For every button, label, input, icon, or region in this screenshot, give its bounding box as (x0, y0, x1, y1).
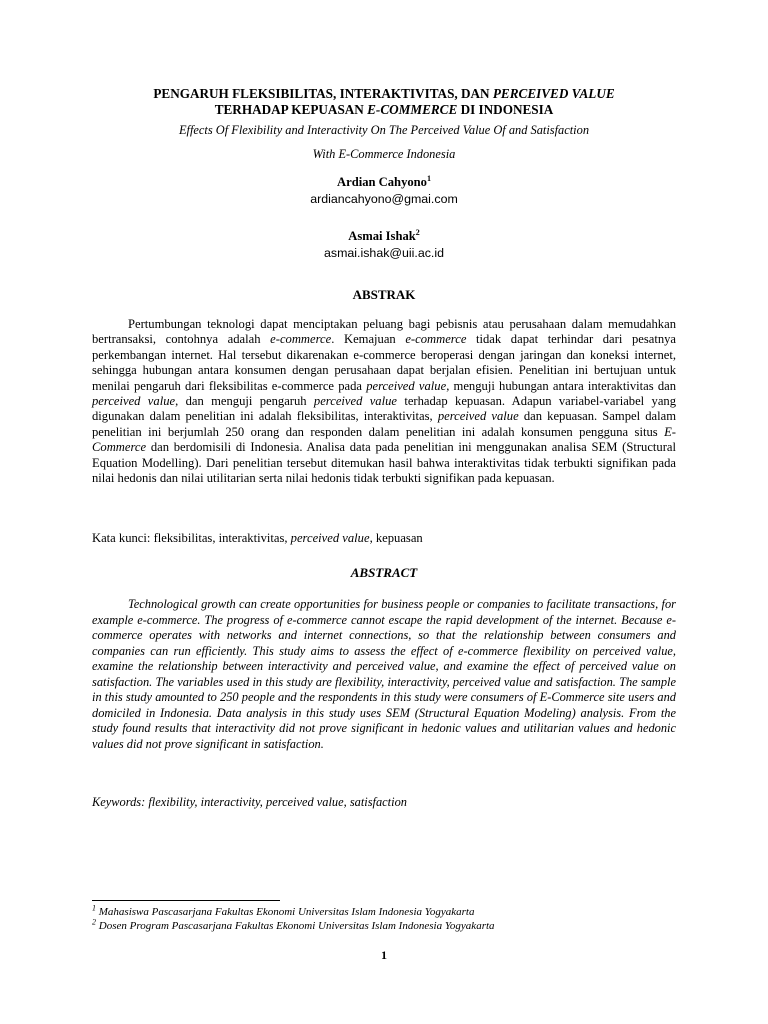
text-run: dan kepuasan. Sampel dalam penelitian ini berjumlah 250 orang dan responden dalam penelitian ini adalah konsumen pengguna situs (92, 409, 676, 439)
author-2 (92, 228, 676, 261)
title-text: DI INDONESIA (457, 102, 554, 117)
author-email: asmai.ishak@uii.ac.id (323, 246, 444, 260)
paper-page (92, 0, 676, 1024)
english-title-line-1: Effects Of Flexibility and Interactivity On The Perceived Value Of and Satisfaction (178, 123, 590, 137)
title-text: PENGARUH FLEKSIBILITAS, INTERAKTIVITAS, DAN (153, 86, 493, 101)
footnote-text: Dosen Program Pascasarjana Fakultas Ekonomi Universitas Islam Indonesia Yogyakarta (96, 920, 495, 932)
abstract-heading: ABSTRACT (350, 565, 418, 580)
footnote-divider (92, 900, 280, 901)
text-run: fleksibilitas, interaktivitas, (153, 531, 291, 545)
footnote-2 (92, 917, 676, 933)
author-1 (92, 174, 676, 207)
author-name-text: Asmai Ishak (348, 229, 416, 243)
title-italic-text: E-COMMERCE (367, 102, 458, 117)
italic-run: perceived value (92, 394, 176, 409)
abstract-paragraph: Technological growth can create opportunities for business people or companies to facilitate transactions, for example e-commerce. The progress of e-commerce cannot escape the rapid development of the internet. Because e-commerce operates with networks and internet connections, so that the relationship between consumers and companies can run efficiently. This study aims to assess the effect of e-commerce flexibility on perceived value, examine the relationship between interactivity and perceived value, and examine the effect of perceived value on satisfaction. The variables used in this study are flexibility, interactivity, perceived value and satisfaction. The sample in this study amounted to 250 people and the respondents in this study were consumers of E-Commerce site users and domiciled in Indonesia. Data analysis in this study uses SEM (Structural Equation Modeling) analysis. From the study found results that interactivity did not prove significant in hedonic values and utilitarian values and hedonic values did not prove significant in satisfaction. (92, 597, 676, 751)
italic-run: e-commerce (270, 332, 332, 347)
keywords-label: Kata kunci: (92, 531, 154, 545)
paper-title-line-2 (92, 102, 676, 118)
text-run: , menguji hubungan antara interaktivitas dan (446, 378, 677, 393)
author-email: ardiancahyono@gmai.com (310, 192, 458, 206)
text-run: terhadap kepuasan. Adapun variabel-variabel yang digunakan dalam penelitian ini adalah fleksibilitas, interaktivitas, (92, 394, 676, 424)
text-run: Pertumbungan teknologi dapat menciptakan peluang bagi pebisnis atau perusahaan dalam memudahkan bertransaksi, contohnya adalah (92, 317, 676, 347)
italic-run: perceived value (313, 394, 397, 409)
paper-title-line-1 (92, 86, 676, 102)
italic-run: perceived value (366, 378, 447, 393)
kata-kunci (92, 531, 676, 546)
footnote-text: Mahasiswa Pascasarjana Fakultas Ekonomi Universitas Islam Indonesia Yogyakarta (96, 906, 475, 918)
author-name (92, 228, 676, 245)
italic-run: e-commerce (405, 332, 467, 347)
keywords: Keywords: flexibility, interactivity, perceived value, satisfaction (92, 795, 407, 809)
text-run: tidak dapat terhindar dari pesatnya perkembangan internet. Hal tersebut dikarenakan e-commerce beroperasi dengan jaringan dan koneksi internet, sehingga hubungan antara konsumen dengan perusahaan dapat berjalan efisien. Penelitian ini bertujuan untuk menilai pengaruh dari fleksibilitas e-commerce pada (92, 332, 677, 393)
abstrak-heading: ABSTRAK (352, 287, 416, 302)
title-block (92, 86, 676, 166)
italic-run: perceived value, (290, 531, 373, 545)
author-affiliation-mark: 2 (415, 227, 420, 237)
text-run: kepuasan (372, 531, 423, 545)
title-text: TERHADAP KEPUASAN (214, 102, 368, 117)
italic-run: E-Commerce (92, 424, 676, 455)
footnote-1 (92, 903, 676, 919)
title-italic-text: PERCEIVED VALUE (492, 86, 615, 101)
text-run: dan berdomisili di Indonesia. Analisa data pada penelitian ini menggunakan analisa SEM (Structural Equation Modelling). Dari penelitian tersebut ditemukan hasil bahwa interaktivitas tidak terbukti signifikan pada nilai hedonis dan nilai utilitarian serta nilai hedonis tidak terbukti signifikan pada kepuasan. (92, 440, 676, 486)
author-name (92, 174, 676, 191)
footnote-mark: 1 (92, 903, 96, 913)
italic-run: perceived value (437, 409, 519, 424)
footnote-mark: 2 (92, 917, 96, 927)
abstrak-paragraph (92, 317, 676, 486)
text-run: , dan menguji pengaruh (175, 394, 314, 409)
author-name-text: Ardian Cahyono (337, 175, 427, 189)
english-title-line-2: With E-Commerce Indonesia (312, 147, 456, 161)
text-run: . Kemajuan (331, 332, 406, 347)
author-affiliation-mark: 1 (426, 173, 431, 183)
page-number: 1 (381, 948, 387, 962)
